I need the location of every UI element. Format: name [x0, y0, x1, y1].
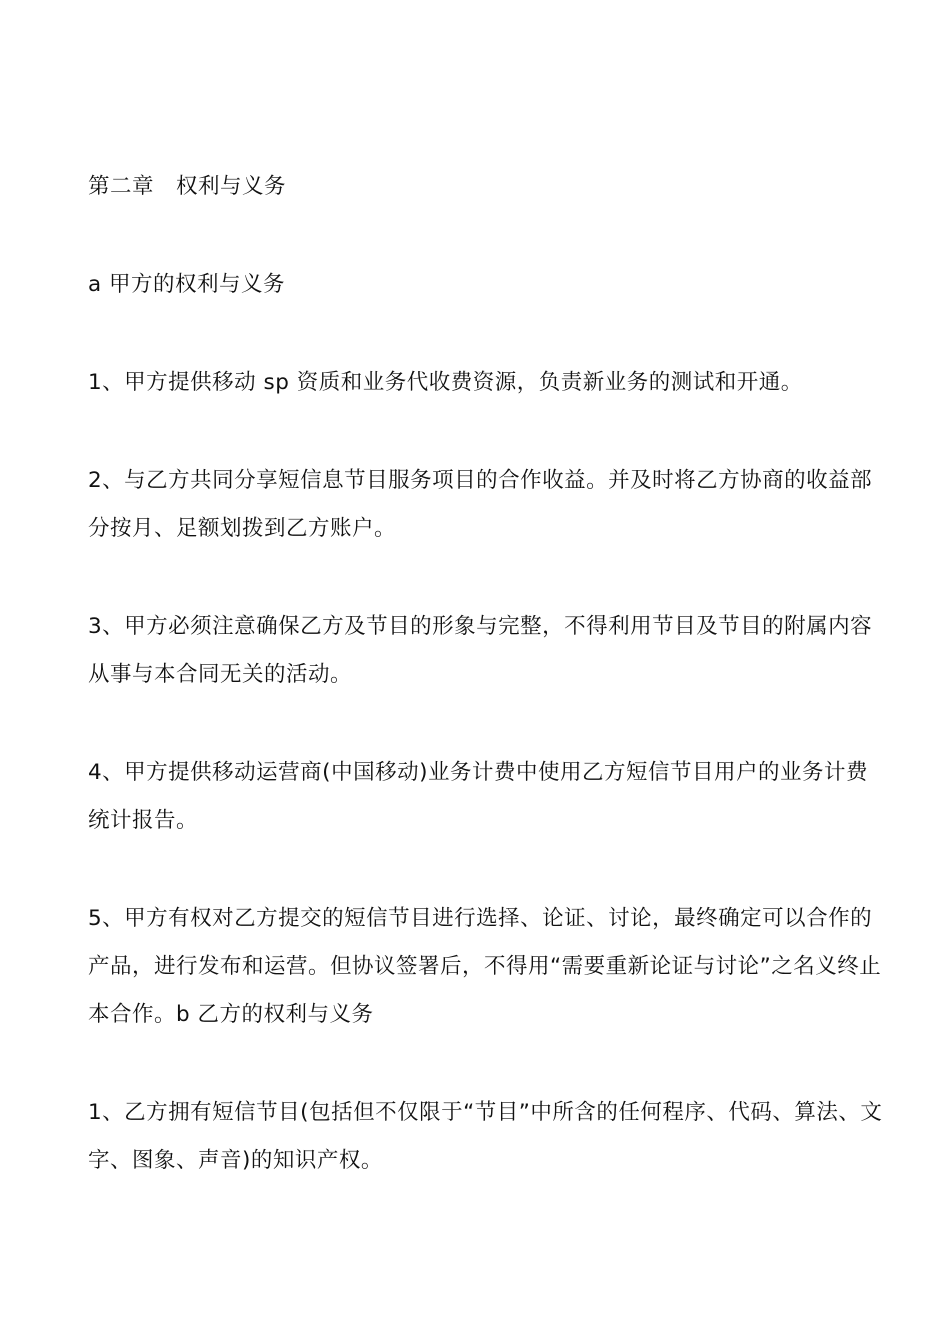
clause-b-1: 1、乙方拥有短信节目(包括但不仅限于“节目”中所含的任何程序、代码、算法、文字、图象、声音)的知识产权。 — [88, 1100, 883, 1173]
clause-a-3: 3、甲方必须注意确保乙方及节目的形象与完整，不得利用节目及节目的附属内容从事与本合同无关的活动。 — [88, 614, 873, 687]
section-a-title: a 甲方的权利与义务 — [88, 272, 286, 297]
paragraph-gap — [88, 211, 888, 261]
clause-a-1: 1、甲方提供移动 sp 资质和业务代收费资源，负责新业务的测试和开通。 — [88, 370, 803, 395]
paragraph-gap — [88, 407, 888, 457]
paragraph-gap — [88, 309, 888, 359]
document-body — [88, 163, 888, 1185]
chapter-heading: 第二章 权利与义务 — [88, 174, 287, 199]
paragraph-gap — [88, 845, 888, 895]
clause-a-2: 2、与乙方共同分享短信息节目服务项目的合作收益。并及时将乙方协商的收益部分按月、足额划拨到乙方账户。 — [88, 468, 873, 541]
paragraph-gap — [88, 699, 888, 749]
paragraph-gap — [88, 1039, 888, 1089]
clause-a-5: 5、甲方有权对乙方提交的短信节目进行选择、论证、讨论，最终确定可以合作的产品，进行发布和运营。但协议签署后，不得用“需要重新论证与讨论”之名义终止本合作。b 乙方的权利与义务 — [88, 906, 882, 1027]
paragraph-gap — [88, 553, 888, 603]
clause-a-4: 4、甲方提供移动运营商(中国移动)业务计费中使用乙方短信节目用户的业务计费统计报告。 — [88, 760, 868, 833]
